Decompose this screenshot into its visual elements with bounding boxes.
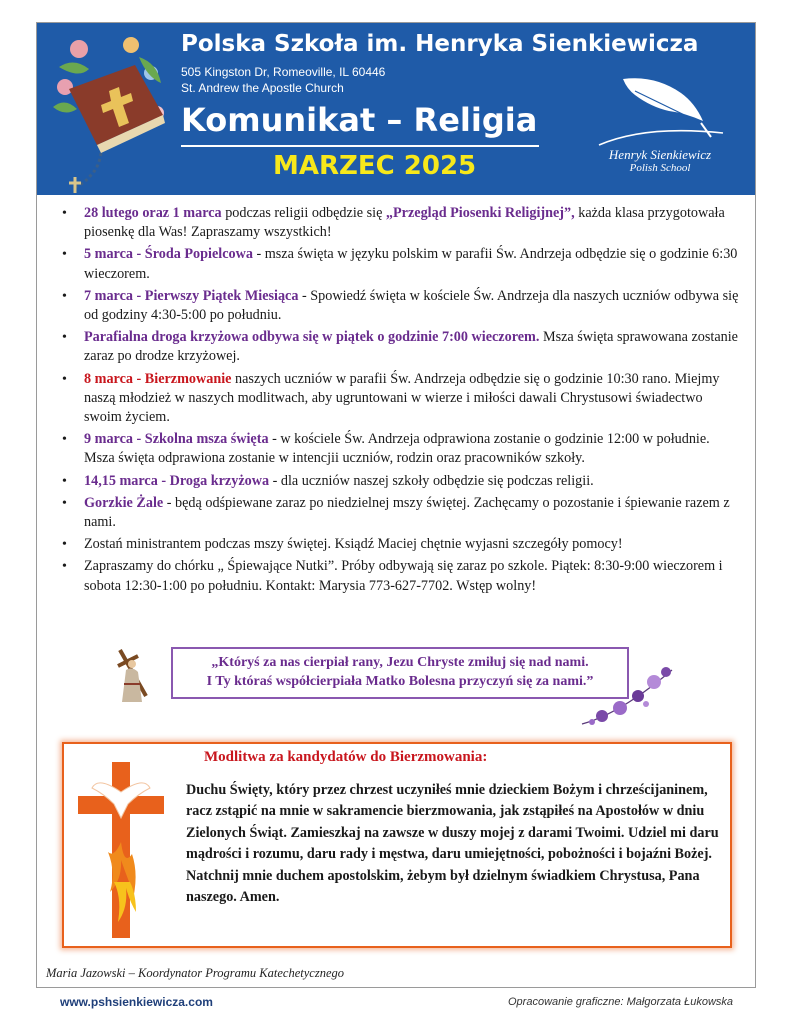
item-text: - dla uczniów naszej szkoły odbędzie się podczas religii. [269,472,594,489]
quote-line-2: I Ty któraś współcierpiała Matko Bolesna przyczyń się za nami.” [206,674,594,689]
announcement-list [62,204,742,599]
website-link[interactable]: www.pshsienkiewicza.com [60,995,213,1009]
title-underline [181,145,539,147]
graphic-credit: Opracowanie graficzne: Małgorzata Łukowska [508,996,734,1008]
list-item [62,494,742,532]
list-item [62,204,742,242]
item-date: Parafialna droga krzyżowa odbywa się w piątek o godzinie 7:00 wieczorem. [84,329,540,346]
page-title: Komunikat – Religia [181,101,538,139]
item-text: każda klasa przygotowała piosenkę dla Was! Zapraszamy wszystkich! [84,205,725,241]
item-event: „Przegląd Piosenki Religijnej”, [385,205,575,221]
header-banner [37,23,755,195]
purple-flowers-icon [580,660,676,730]
prayer-text: Duchu Święty, który przez chrzest uczyniłeś mnie dzieckiem Bożym i chrześcijaninem, racz zstąpić na mnie w sakramencie bierzmowania, jak zstąpiłeś na Apostołów w dniu Zielonych Świąt. Zamieszkaj na zawsze w duszy mojej z darami Twoimi. Udziel mi daru mądrości i rozumu, daru rady i męstwa, daru umiejętności, pobożności i bojaźni Bożej. Natchnij mnie duchem apostolskim, żebym był dzielnym świadkiem Chrystusa, Pana naszego. Amen. [186,782,719,906]
list-item [62,430,742,468]
item-text: - Spowiedź święta w kościele Św. Andrzeja dla naszych uczniów odbywa się od godziny 4:30-5:00 po południu. [84,287,739,324]
school-address: 505 Kingston Dr, Romeoville, IL 60446 [181,65,386,79]
jesus-carrying-cross-icon [116,644,150,704]
list-item [62,370,742,428]
item-date: 5 marca - Środa Popielcowa [84,246,253,263]
logo-text-subtitle: Polish School [629,162,691,174]
item-text: naszych uczniów w parafii Św. Andrzeja odbędzie się o godzinie 10:30 rano. Miejmy naszą młodzież w naszych modlitwach, aby ugruntowani w wierze i miłości dawali Chrystusowi świadectwo swoim życiem. [84,370,720,426]
item-date: 14,15 marca - Droga krzyżowa [84,472,270,489]
item-date: 7 marca - Pierwszy Piątek Miesiąca [84,287,299,304]
list-item [62,535,742,554]
item-text: Msza święta sprawowana zostanie zaraz po drodze krzyżowej. [84,329,738,365]
item-text: - w kościele Św. Andrzeja odprawiona zostanie o godzinie 12:00 w południe. Msza święta odprawiona zostanie w intencjii uczniów, rodzin oraz pracowników szkoły. [84,431,710,467]
item-date: Gorzkie Żale [84,494,164,511]
bible-rosary-icon [39,27,177,193]
list-item [62,472,742,491]
list-item [62,328,742,366]
church-name: St. Andrew the Apostle Church [181,81,344,95]
quote-box [171,647,629,699]
item-date: 28 lutego oraz 1 marca [84,205,222,221]
item-text: - msza święta w języku polskim w parafii Św. Andrzeja odbędzie się o godzinie 6:30 wieczorem. [84,246,738,282]
month-heading: MARZEC 2025 [273,151,477,181]
item-text: podczas religii odbędzie się [221,205,386,221]
item-date: 9 marca - Szkolna msza święta [84,431,269,448]
school-name: Polska Szkoła im. Henryka Sienkiewicza [181,31,699,57]
quill-pen-icon [585,73,735,147]
item-text: - będą odśpiewane zaraz po niedzielnej mszy świętej. Zachęcamy o pozostanie i śpiewanie razem z nami. [84,494,730,531]
prayer-title: Modlitwa za kandydatów do Bierzmowania: [204,749,488,765]
prayer-box [62,742,732,948]
list-item [62,245,742,283]
quote-line-1: „Któryś za nas cierpiał rany, Jezu Chryste zmiłuj się nad nami. [211,655,589,670]
logo-text-name: Henryk Sienkiewicz [608,147,712,162]
list-item [62,287,742,325]
item-date: 8 marca - Bierzmowanie [84,370,232,387]
item-text: Zostań ministrantem podczas mszy świętej. Ksiądź Maciej chętnie wyjasni szczegóły pomocy! [84,536,623,553]
school-logo [585,73,735,183]
list-item [62,557,742,595]
item-text: Zapraszamy do chórku „ Śpiewające Nutki”. Próby odbywają się zaraz po szkole. Piątek: 8:30-9:00 wieczorem i sobota 12:30-1:00 po południu. Kontakt: Marysia 773-627-7702. Wstęp wolny! [84,558,723,594]
holy-spirit-cross-icon [78,762,164,938]
coordinator-signature: Maria Jazowski – Koordynator Programu Katechetycznego [46,966,344,980]
